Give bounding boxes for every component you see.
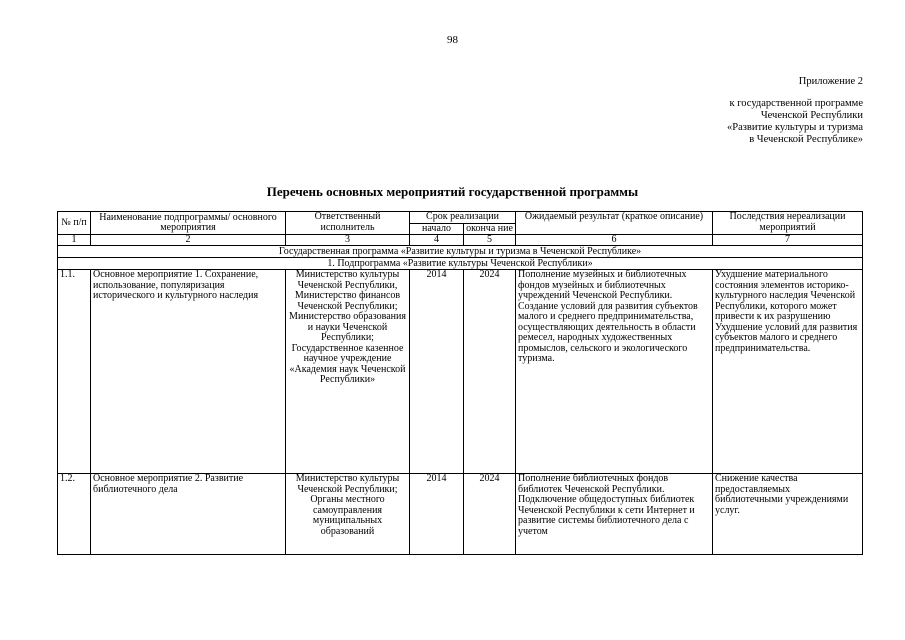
activities-table	[57, 211, 863, 555]
subprogram-title-row	[58, 258, 863, 270]
appendix-title: Приложение 2	[798, 76, 863, 87]
header-result: Ожидаемый результат (краткое описание)	[516, 212, 713, 235]
row-result: Пополнение библиотечных фондов библиотек Чеченской Республики. Подключение общедоступных библиотек Чеченской Республики к сети Интернет и развитие системы библиотечного дела с учетом	[516, 474, 713, 555]
page-number: 98	[447, 34, 458, 46]
appendix-line: Чеченской Республики	[760, 110, 863, 121]
row-consequences: Снижение качества предоставляемых библиотечными учреждениями услуг.	[713, 474, 863, 555]
row-result: Пополнение музейных и библиотечных фондов музейных и библиотечных учреждений Чеченской Республики. Создание условий для развития субъектов малого и среднего предпринимательства, осуществляющих деятельность в области ремесел, народных художественных промыслов, сельского и экологического туризма.	[516, 270, 713, 474]
document-title: Перечень основных мероприятий государственной программы	[266, 184, 639, 199]
row-name: Основное мероприятие 2. Развитие библиотечного дела	[91, 474, 286, 555]
header-end: оконча ние	[464, 223, 516, 235]
column-number-row	[58, 235, 863, 246]
row-end: 2024	[464, 270, 516, 474]
row-executor: Министерство культуры Чеченской Республики; Органы местного самоуправления муниципальных образований	[286, 474, 410, 555]
row-executor: Министерство культуры Чеченской Республики, Министерство финансов Чеченской Республики; Министерство образования и науки Чеченской Республики; Государственное казенное научное учреждение «Академия наук Чеченской Республики»	[286, 270, 410, 474]
appendix-block	[727, 76, 863, 146]
header-executor: Ответственный исполнитель	[286, 212, 410, 235]
row-start: 2014	[410, 270, 464, 474]
header-period: Срок реализации	[410, 212, 516, 224]
appendix-line: «Развитие культуры и туризма	[726, 122, 863, 133]
header-start: начало	[410, 223, 464, 235]
program-title-row	[58, 246, 863, 258]
column-number: 3	[286, 235, 410, 246]
column-number: 1	[58, 235, 91, 246]
subprogram-title: 1. Подпрограмма «Развитие культуры Чеченской Республики»	[58, 258, 863, 270]
row-consequences: Ухудшение материального состояния элементов историко-культурного наследия Чеченской Республики, которого может привести к их разрушению Ухудшение условий для развития субъектов малого и среднего предпринимательства.	[713, 270, 863, 474]
column-number: 4	[410, 235, 464, 246]
column-number: 2	[91, 235, 286, 246]
table-row	[58, 474, 863, 555]
row-num: 1.1.	[58, 270, 91, 474]
row-num: 1.2.	[58, 474, 91, 555]
row-start: 2014	[410, 474, 464, 555]
header-num: № п/п	[58, 212, 91, 235]
row-end: 2024	[464, 474, 516, 555]
header-name: Наименование подпрограммы/ основного мероприятия	[91, 212, 286, 235]
appendix-line: в Чеченской Республике»	[749, 134, 863, 145]
row-name: Основное мероприятие 1. Сохранение, использование, популяризация исторического и культурного наследия	[91, 270, 286, 474]
table-row	[58, 270, 863, 474]
header-consequences: Последствия нереализации мероприятий	[713, 212, 863, 235]
program-title: Государственная программа «Развитие культуры и туризма в Чеченской Республике»	[58, 246, 863, 258]
column-number: 7	[713, 235, 863, 246]
appendix-line: к государственной программе	[729, 98, 863, 109]
column-number: 6	[516, 235, 713, 246]
header-row	[58, 212, 863, 224]
column-number: 5	[464, 235, 516, 246]
